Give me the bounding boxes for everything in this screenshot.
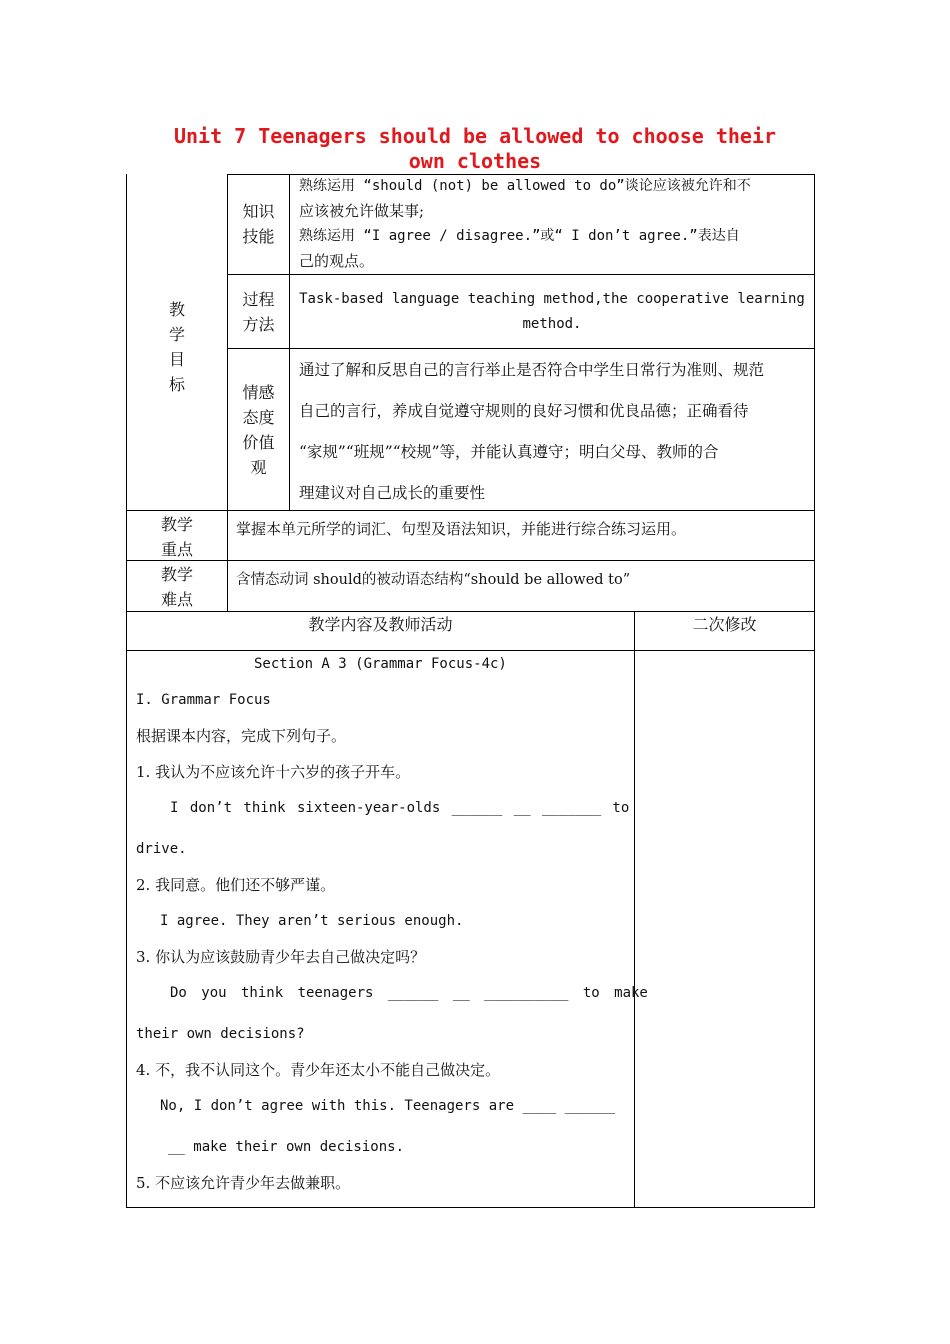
question-en: __ make their own decisions.: [168, 1139, 405, 1155]
process-text: [296, 287, 808, 337]
objectives-label-char: 标: [168, 375, 185, 394]
question-en: I agree. They aren’t serious enough.: [160, 913, 464, 929]
knowledge-line: 应该被允许做某事;: [299, 202, 425, 220]
question-cn: 5. 不应该允许青少年去做兼职。: [136, 1174, 351, 1192]
instruction: 根据课本内容，完成下列句子。: [136, 727, 347, 745]
difficulties-text: 含情态动词 should的被动语态结构“should be allowed to”: [236, 572, 631, 588]
objectives-label-char: 学: [168, 325, 185, 344]
process-line: Task-based language teaching method,the cooperative learning: [299, 291, 805, 307]
emotion-line: 自己的言行，养成自觉遵守规则的良好习惯和优良品德；正确看待: [299, 402, 749, 420]
key-points-label-line: 教学: [160, 515, 193, 534]
revision-header: 二次修改: [692, 615, 757, 634]
emotion-line: 通过了解和反思自己的言行举止是否符合中学生日常行为准则、规范: [299, 361, 765, 379]
question-en: Do you think teenagers ______ __ __________ to make: [170, 985, 648, 1001]
question-cn: 2. 我同意。他们还不够严谨。: [136, 876, 336, 894]
section-heading: Section A 3 (Grammar Focus-4c): [254, 656, 507, 672]
knowledge-line: 己的观点。: [299, 252, 375, 270]
emotion-label-line: 价值: [242, 433, 275, 452]
knowledge-line: 熟练运用 “should (not) be allowed to do”谈论应该被允许和不: [299, 178, 751, 194]
revision-area: [635, 651, 814, 1207]
emotion-line: 理建议对自己成长的重要性: [299, 484, 486, 502]
content-header: 教学内容及教师活动: [308, 615, 453, 634]
process-label-line: 过程: [242, 290, 275, 309]
knowledge-label-line: 知识: [242, 202, 275, 221]
process-line: method.: [522, 316, 582, 332]
difficulties-label-line: 难点: [160, 590, 193, 609]
question-cn: 4. 不，我不认同这个。青少年还太小不能自己做决定。: [136, 1061, 501, 1079]
emotion-text: [299, 350, 809, 514]
emotion-label-line: 观: [250, 458, 267, 477]
knowledge-text: [299, 174, 809, 274]
emotion-label-line: 态度: [242, 408, 275, 427]
page-title: Unit 7 Teenagers should be allowed to choose their own clothes: [173, 124, 777, 173]
knowledge-line: 熟练运用 “I agree / disagree.”或“ I don’t agree.”表达自: [299, 228, 740, 244]
part-heading: I. Grammar Focus: [136, 692, 271, 708]
question-en: their own decisions?: [136, 1026, 305, 1042]
emotion-line: “家规”“班规”“校规”等，并能认真遵守；明白父母、教师的合: [299, 443, 719, 461]
question-en: drive.: [136, 841, 187, 857]
question-cn: 1. 我认为不应该允许十六岁的孩子开车。: [136, 763, 411, 781]
process-label: [228, 287, 289, 337]
objectives-label-char: 教: [168, 300, 185, 319]
knowledge-label-line: 技能: [242, 227, 275, 246]
emotion-label: [228, 380, 289, 480]
key-points-label: [127, 512, 227, 562]
objectives-label-char: 目: [168, 350, 185, 369]
key-points-text: 掌握本单元所学的词汇、句型及语法知识，并能进行综合练习运用。: [236, 520, 687, 538]
question-cn: 3. 你认为应该鼓励青少年去自己做决定吗？: [136, 948, 426, 966]
emotion-label-line: 情感: [242, 383, 275, 402]
objectives-label: [160, 297, 194, 397]
knowledge-label: [228, 199, 289, 249]
process-label-line: 方法: [242, 315, 275, 334]
difficulties-label: [127, 562, 227, 612]
key-points-label-line: 重点: [160, 540, 193, 559]
question-en: No, I don’t agree with this. Teenagers are ____ ______: [160, 1098, 616, 1114]
difficulties-label-line: 教学: [160, 565, 193, 584]
question-en: I don’t think sixteen-year-olds ______ __ _______ to: [170, 800, 630, 816]
